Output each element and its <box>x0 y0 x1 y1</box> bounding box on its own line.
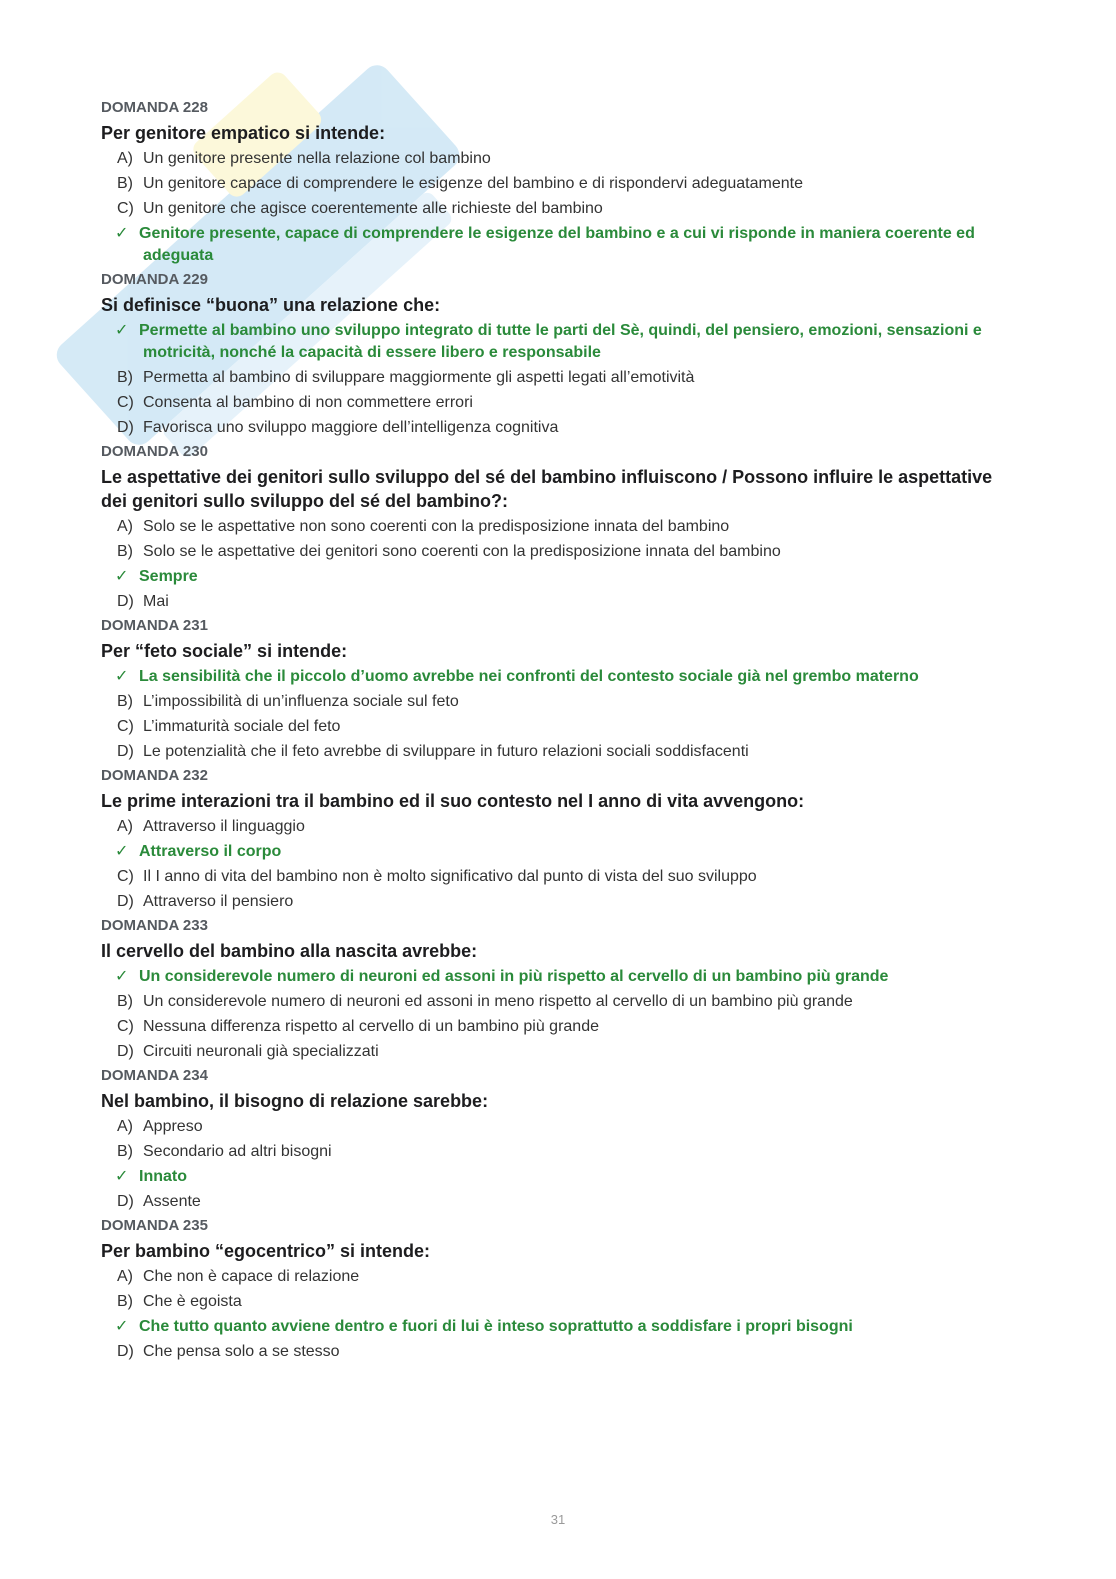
answer-list <box>101 816 1021 913</box>
answer-text: Secondario ad altri bisogni <box>143 1143 332 1160</box>
question-text: Le prime interazioni tra il bambino ed il suo contesto nel I anno di vita avvengono: <box>101 791 805 811</box>
answer-letter: B) <box>117 1293 133 1310</box>
answer-letter: D) <box>117 1043 134 1060</box>
answer-letter: D) <box>117 1343 134 1360</box>
correct-answer <box>101 223 1021 267</box>
answer-text: Consenta al bambino di non commettere errori <box>143 394 473 411</box>
answer-text: Che è egoista <box>143 1293 242 1310</box>
answer-letter: C) <box>117 394 134 411</box>
answer-letter: B) <box>117 543 133 560</box>
question-number: DOMANDA 234 <box>101 1067 208 1084</box>
answer-letter: A) <box>117 518 133 535</box>
answer-option <box>101 891 1021 913</box>
answer-letter: C) <box>117 868 134 885</box>
answer-text: Un genitore capace di comprendere le esigenze del bambino e di rispondervi adeguatamente <box>143 175 803 192</box>
answer-letter: C) <box>117 718 134 735</box>
answer-letter: A) <box>117 1268 133 1285</box>
answer-list <box>101 1116 1021 1213</box>
answer-option <box>101 1116 1021 1138</box>
answer-list <box>101 1266 1021 1363</box>
answer-option <box>101 392 1021 414</box>
answer-text: Che tutto quanto avviene dentro e fuori di lui è inteso soprattutto a soddisfare i propri bisogni <box>139 1318 853 1335</box>
answer-option <box>101 1341 1021 1363</box>
check-icon: ✓ <box>115 568 129 585</box>
answer-text: Un genitore che agisce coerentemente alle richieste del bambino <box>143 200 603 217</box>
question-number: DOMANDA 230 <box>101 443 208 460</box>
answer-text: Circuiti neuronali già specializzati <box>143 1043 379 1060</box>
answer-option <box>101 866 1021 888</box>
answer-letter: A) <box>117 1118 133 1135</box>
question-number: DOMANDA 231 <box>101 617 208 634</box>
answer-text: Solo se le aspettative non sono coerenti con la predisposizione innata del bambino <box>143 518 730 535</box>
answer-text: L’immaturità sociale del feto <box>143 718 341 735</box>
question-text: Il cervello del bambino alla nascita avrebbe: <box>101 941 478 961</box>
correct-answer <box>101 666 1021 688</box>
answer-text: Appreso <box>143 1118 203 1135</box>
question-text: Nel bambino, il bisogno di relazione sarebbe: <box>101 1091 489 1111</box>
answer-letter: B) <box>117 369 133 386</box>
answer-text: Attraverso il corpo <box>139 843 282 860</box>
answer-option <box>101 367 1021 389</box>
question-number: DOMANDA 232 <box>101 767 208 784</box>
check-icon: ✓ <box>115 668 129 685</box>
answer-text: L’impossibilità di un’influenza sociale sul feto <box>143 693 459 710</box>
check-icon: ✓ <box>115 1318 129 1335</box>
answer-letter: B) <box>117 1143 133 1160</box>
answer-text: Le potenzialità che il feto avrebbe di sviluppare in futuro relazioni sociali soddisfacenti <box>143 743 749 760</box>
correct-answer <box>101 566 1021 588</box>
check-icon: ✓ <box>115 225 129 242</box>
answer-list <box>101 148 1021 267</box>
answer-text: Un considerevole numero di neuroni ed assoni in meno rispetto al cervello di un bambino più grande <box>143 993 853 1010</box>
question-text: Per “feto sociale” si intende: <box>101 641 348 661</box>
answer-letter: D) <box>117 893 134 910</box>
answer-option <box>101 1041 1021 1063</box>
question-number: DOMANDA 235 <box>101 1217 208 1234</box>
question-number: DOMANDA 233 <box>101 917 208 934</box>
answer-option <box>101 417 1021 439</box>
question-text: Per bambino “egocentrico” si intende: <box>101 1241 431 1261</box>
answer-list <box>101 666 1021 763</box>
answer-list <box>101 320 1021 439</box>
answer-option <box>101 516 1021 538</box>
check-icon: ✓ <box>115 322 129 339</box>
answer-option <box>101 173 1021 195</box>
answer-text: Che pensa solo a se stesso <box>143 1343 340 1360</box>
answer-letter: C) <box>117 1018 134 1035</box>
page-number: 31 <box>550 1512 566 1527</box>
answer-letter: B) <box>117 175 133 192</box>
answer-text: Che non è capace di relazione <box>143 1268 360 1285</box>
answer-letter: D) <box>117 743 134 760</box>
correct-answer <box>101 1316 1021 1338</box>
answer-option <box>101 198 1021 220</box>
answer-letter: A) <box>117 818 133 835</box>
answer-option <box>101 1291 1021 1313</box>
answer-option <box>101 541 1021 563</box>
answer-text: Assente <box>143 1193 201 1210</box>
answer-option <box>101 1266 1021 1288</box>
question-text: Per genitore empatico si intende: <box>101 123 386 143</box>
answer-option <box>101 816 1021 838</box>
answer-letter: D) <box>117 419 134 436</box>
answer-text: Permetta al bambino di sviluppare maggiormente gli aspetti legati all’emotività <box>143 369 695 386</box>
answer-text: Genitore presente, capace di comprendere le esigenze del bambino e a cui vi risponde in maniera coerente ed adeguata <box>139 225 975 264</box>
answer-option <box>101 691 1021 713</box>
answer-option <box>101 591 1021 613</box>
answer-text: La sensibilità che il piccolo d’uomo avrebbe nei confronti del contesto sociale già nel grembo materno <box>139 668 919 685</box>
answer-letter: D) <box>117 1193 134 1210</box>
answer-text: Attraverso il pensiero <box>143 893 294 910</box>
answer-text: Nessuna differenza rispetto al cervello di un bambino più grande <box>143 1018 599 1035</box>
document-body <box>101 96 1021 1366</box>
question-number: DOMANDA 229 <box>101 271 208 288</box>
correct-answer <box>101 841 1021 863</box>
answer-list <box>101 966 1021 1063</box>
answer-text: Sempre <box>139 568 198 585</box>
question-number: DOMANDA 228 <box>101 99 208 116</box>
answer-letter: B) <box>117 693 133 710</box>
answer-text: Un considerevole numero di neuroni ed assoni in più rispetto al cervello di un bambino più grande <box>139 968 889 985</box>
answer-option <box>101 991 1021 1013</box>
answer-text: Attraverso il linguaggio <box>143 818 305 835</box>
answer-option <box>101 148 1021 170</box>
question-text: Si definisce “buona” una relazione che: <box>101 295 441 315</box>
answer-text: Un genitore presente nella relazione col bambino <box>143 150 491 167</box>
correct-answer <box>101 320 1021 364</box>
answer-option <box>101 716 1021 738</box>
answer-option <box>101 1191 1021 1213</box>
answer-text: Il I anno di vita del bambino non è molto significativo dal punto di vista del suo sviluppo <box>143 868 757 885</box>
answer-text: Mai <box>143 593 169 610</box>
question-text: Le aspettative dei genitori sullo sviluppo del sé del bambino influiscono / Possono influire le aspettative dei genitori sullo sviluppo del sé del bambino?: <box>101 467 993 511</box>
answer-option <box>101 1141 1021 1163</box>
answer-letter: A) <box>117 150 133 167</box>
answer-text: Innato <box>139 1168 187 1185</box>
answer-text: Solo se le aspettative dei genitori sono coerenti con la predisposizione innata del bambino <box>143 543 781 560</box>
check-icon: ✓ <box>115 843 129 860</box>
correct-answer <box>101 966 1021 988</box>
answer-list <box>101 516 1021 613</box>
check-icon: ✓ <box>115 1168 129 1185</box>
check-icon: ✓ <box>115 968 129 985</box>
answer-letter: B) <box>117 993 133 1010</box>
answer-text: Favorisca uno sviluppo maggiore dell’intelligenza cognitiva <box>143 419 559 436</box>
correct-answer <box>101 1166 1021 1188</box>
answer-option <box>101 741 1021 763</box>
answer-option <box>101 1016 1021 1038</box>
answer-letter: C) <box>117 200 134 217</box>
answer-letter: D) <box>117 593 134 610</box>
answer-text: Permette al bambino uno sviluppo integrato di tutte le parti del Sè, quindi, del pensiero, emozioni, sensazioni e motricità, nonché la capacità di essere libero e responsabile <box>139 322 982 361</box>
